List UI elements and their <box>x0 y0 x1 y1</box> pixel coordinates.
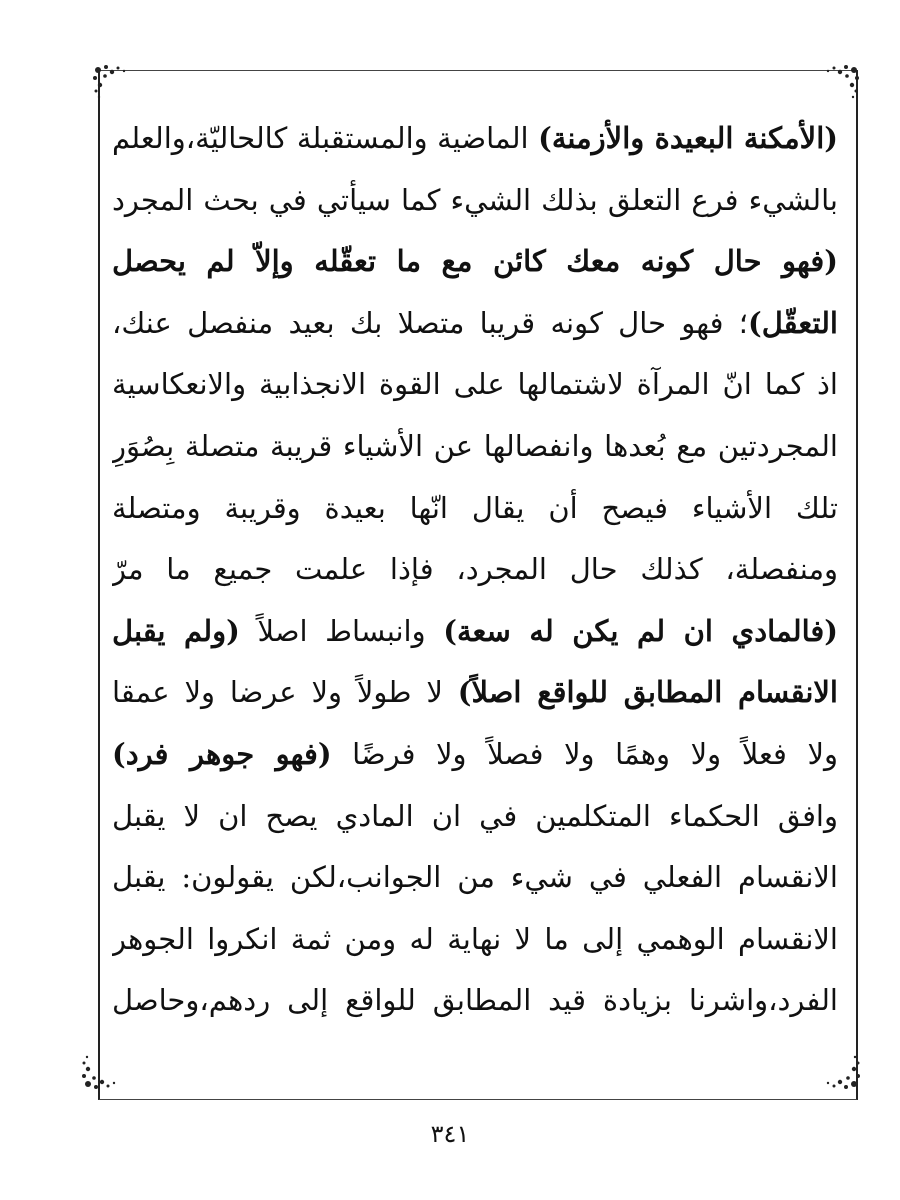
bold-text-segment: (فالمادي ان لم يكن له سعة) <box>443 613 838 648</box>
bold-text-segment: (فهو جوهر فرد) <box>112 736 332 771</box>
text-line <box>112 786 838 848</box>
text-line <box>112 909 838 971</box>
text-segment: ومنفصلة، كذلك حال المجرد، فإذا علمت جميع ما مرّ <box>112 552 838 587</box>
text-segment: المجردتين مع بُعدها وانفصالها عن الأشياء قريبة متصلة بِصُوَرِ <box>112 428 838 463</box>
text-segment: وافق الحكماء المتكلمين في ان المادي يصح ان لا يقبل <box>112 798 838 833</box>
text-segment: الانقسام الفعلي في شيء من الجوانب،لكن يقولون: يقبل <box>112 860 838 895</box>
corner-ornament-bottom-right <box>820 1048 866 1094</box>
text-segment: لا طولاً ولا عرضا ولا عمقا <box>112 675 458 710</box>
text-line <box>112 416 838 478</box>
text-segment: وانبساط اصلاً <box>239 613 444 648</box>
text-segment: الفرد،واشرنا بزيادة قيد المطابق للواقع إلى ردهم،وحاصل <box>112 983 838 1018</box>
text-line <box>112 108 838 170</box>
text-line <box>112 539 838 601</box>
text-segment: الماضية والمستقبلة كالحاليّة،والعلم <box>112 121 539 155</box>
text-segment: بالشيء فرع التعلق بذلك الشيء كما سيأتي في بحث المجرد <box>112 182 838 217</box>
text-line <box>112 847 838 909</box>
text-line <box>112 293 838 355</box>
text-segment: ؛ فهو حال كونه قريبا متصلا بك بعيد منفصل عنك، <box>112 305 748 340</box>
text-segment: تلك الأشياء فيصح أن يقال انّها بعيدة وقريبة ومتصلة <box>112 490 838 525</box>
text-line <box>112 601 838 663</box>
page-number: ٣٤١ <box>430 1120 470 1148</box>
corner-ornament-bottom-left <box>76 1048 122 1094</box>
text-line <box>112 170 838 232</box>
text-line <box>112 478 838 540</box>
bold-text-segment: (الأمكنة البعيدة والأزمنة) <box>538 121 838 155</box>
bold-text-segment: (ولم يقبل <box>112 613 240 648</box>
text-line <box>112 970 838 1032</box>
text-segment: اذ كما انّ المرآة لاشتمالها على القوة الانجذابية والانعكاسية <box>112 367 838 402</box>
text-segment: ولا فعلاً ولا وهمًا ولا فصلاً ولا فرضًا <box>331 736 838 771</box>
text-line <box>112 724 838 786</box>
text-line <box>112 231 838 293</box>
bold-text-segment: (فهو حال كونه معك كائن مع ما تعقّله وإلاّ لم يحصل <box>112 244 838 279</box>
corner-ornament-top-right <box>818 60 864 106</box>
body-text <box>112 108 838 1032</box>
corner-ornament-top-left <box>88 60 134 106</box>
bold-text-segment: التعقّل) <box>748 305 838 340</box>
text-segment: الانقسام الوهمي إلى ما لا نهاية له ومن ثمة انكروا الجوهر <box>112 921 838 956</box>
bold-text-segment: الانقسام المطابق للواقع اصلاً) <box>457 675 838 710</box>
text-line <box>112 662 838 724</box>
text-line <box>112 354 838 416</box>
